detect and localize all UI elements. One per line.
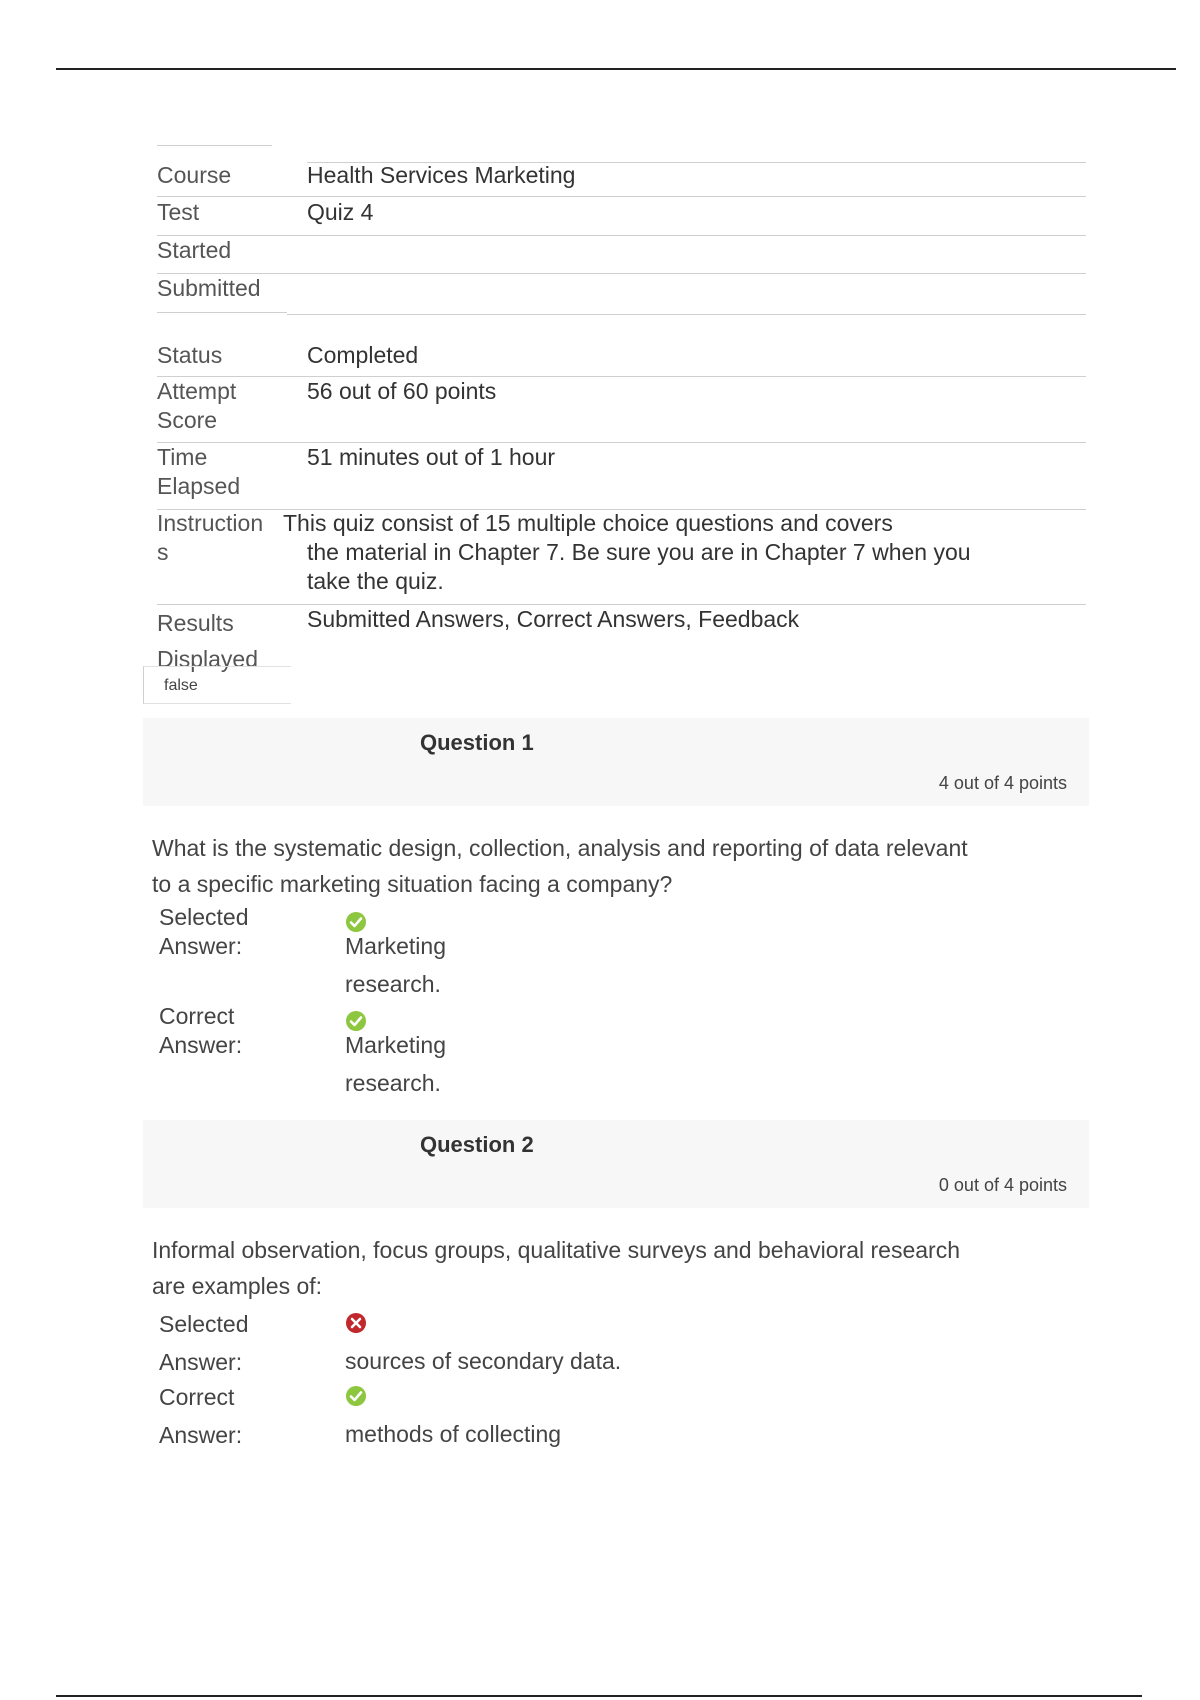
time-elapsed-label — [157, 443, 297, 501]
selected-label-line2: Answer: — [159, 933, 243, 959]
attempt-score-label — [157, 377, 297, 435]
question-1-selected-label — [159, 903, 299, 961]
time-elapsed-value: 51 minutes out of 1 hour — [307, 444, 556, 470]
x-circle-icon — [345, 1312, 367, 1334]
instructions-label-line2: s — [157, 539, 169, 565]
question-2-text-line1: Informal observation, focus groups, qualitative surveys and behavioral research — [152, 1237, 960, 1263]
question-1-header — [143, 718, 1089, 806]
correct-label-line2: Answer: — [159, 1032, 243, 1058]
correct-label-line2: Answer: — [159, 1422, 243, 1448]
question-1-text — [152, 830, 1032, 902]
selected-answer-line1: Marketing — [345, 933, 446, 959]
question-1-title: Question 1 — [420, 730, 534, 755]
course-value: Health Services Marketing — [307, 162, 576, 188]
instructions-label — [157, 509, 297, 567]
question-1-text-line2: to a specific marketing situation facing a company? — [152, 871, 673, 897]
attempt-score-label-line1: Attempt — [157, 378, 237, 404]
question-2-selected-answer: sources of secondary data. — [345, 1348, 622, 1374]
instructions-line3: take the quiz. — [307, 568, 444, 594]
time-elapsed-label-line2: Elapsed — [157, 473, 241, 499]
time-elapsed-label-line1: Time — [157, 444, 208, 470]
selected-label-line2: Answer: — [159, 1349, 243, 1375]
course-label: Course — [157, 162, 232, 188]
question-2-correct-label — [159, 1378, 299, 1454]
selected-answer-line2: research. — [345, 971, 441, 997]
table-top-stub — [157, 145, 272, 146]
question-2-correct-answer: methods of collecting — [345, 1421, 562, 1447]
status-label: Status — [157, 342, 223, 368]
question-1-text-line1: What is the systematic design, collection, analysis and reporting of data relevant — [152, 835, 968, 861]
correct-answer-line1: Marketing — [345, 1032, 446, 1058]
question-2-selected-label — [159, 1305, 299, 1381]
results-displayed-label-line1: Results — [157, 610, 234, 636]
started-label: Started — [157, 237, 232, 263]
correct-label-line1: Correct — [159, 1384, 235, 1410]
question-2-text — [152, 1232, 1032, 1304]
correct-label-line1: Correct — [159, 1003, 235, 1029]
page-bottom-rule — [56, 1695, 1142, 1697]
instructions-label-line1: Instruction — [157, 510, 264, 536]
attempt-score-value: 56 out of 60 points — [307, 378, 497, 404]
correct-answer-line2: research. — [345, 1070, 441, 1096]
selected-label-line1: Selected — [159, 1311, 249, 1337]
question-2-text-line2: are examples of: — [152, 1273, 323, 1299]
test-value: Quiz 4 — [307, 199, 374, 225]
attempt-score-label-line2: Score — [157, 407, 218, 433]
row-divider — [157, 312, 287, 313]
results-displayed-value: Submitted Answers, Correct Answers, Feedback — [307, 606, 800, 632]
instructions-line1: This quiz consist of 15 multiple choice questions and covers — [283, 510, 893, 536]
selected-label-line1: Selected — [159, 904, 249, 930]
check-circle-icon — [345, 1385, 367, 1407]
status-value: Completed — [307, 342, 419, 368]
question-2-points: 0 out of 4 points — [938, 1175, 1067, 1195]
row-divider — [157, 196, 1086, 197]
question-1-selected-answer — [345, 927, 446, 1003]
question-1-points: 4 out of 4 points — [938, 773, 1067, 793]
instructions-line2: the material in Chapter 7. Be sure you are in Chapter 7 when you — [307, 539, 971, 565]
question-2-header — [143, 1120, 1089, 1208]
page-top-rule — [56, 68, 1176, 70]
false-text-box: false — [143, 666, 291, 704]
question-1-correct-answer — [345, 1026, 446, 1102]
results-displayed-label-line2: Displayed — [157, 646, 258, 672]
row-divider — [287, 314, 1086, 315]
test-label: Test — [157, 199, 200, 225]
submitted-label: Submitted — [157, 275, 261, 301]
question-1-correct-label — [159, 1002, 299, 1060]
question-2-title: Question 2 — [420, 1132, 534, 1157]
